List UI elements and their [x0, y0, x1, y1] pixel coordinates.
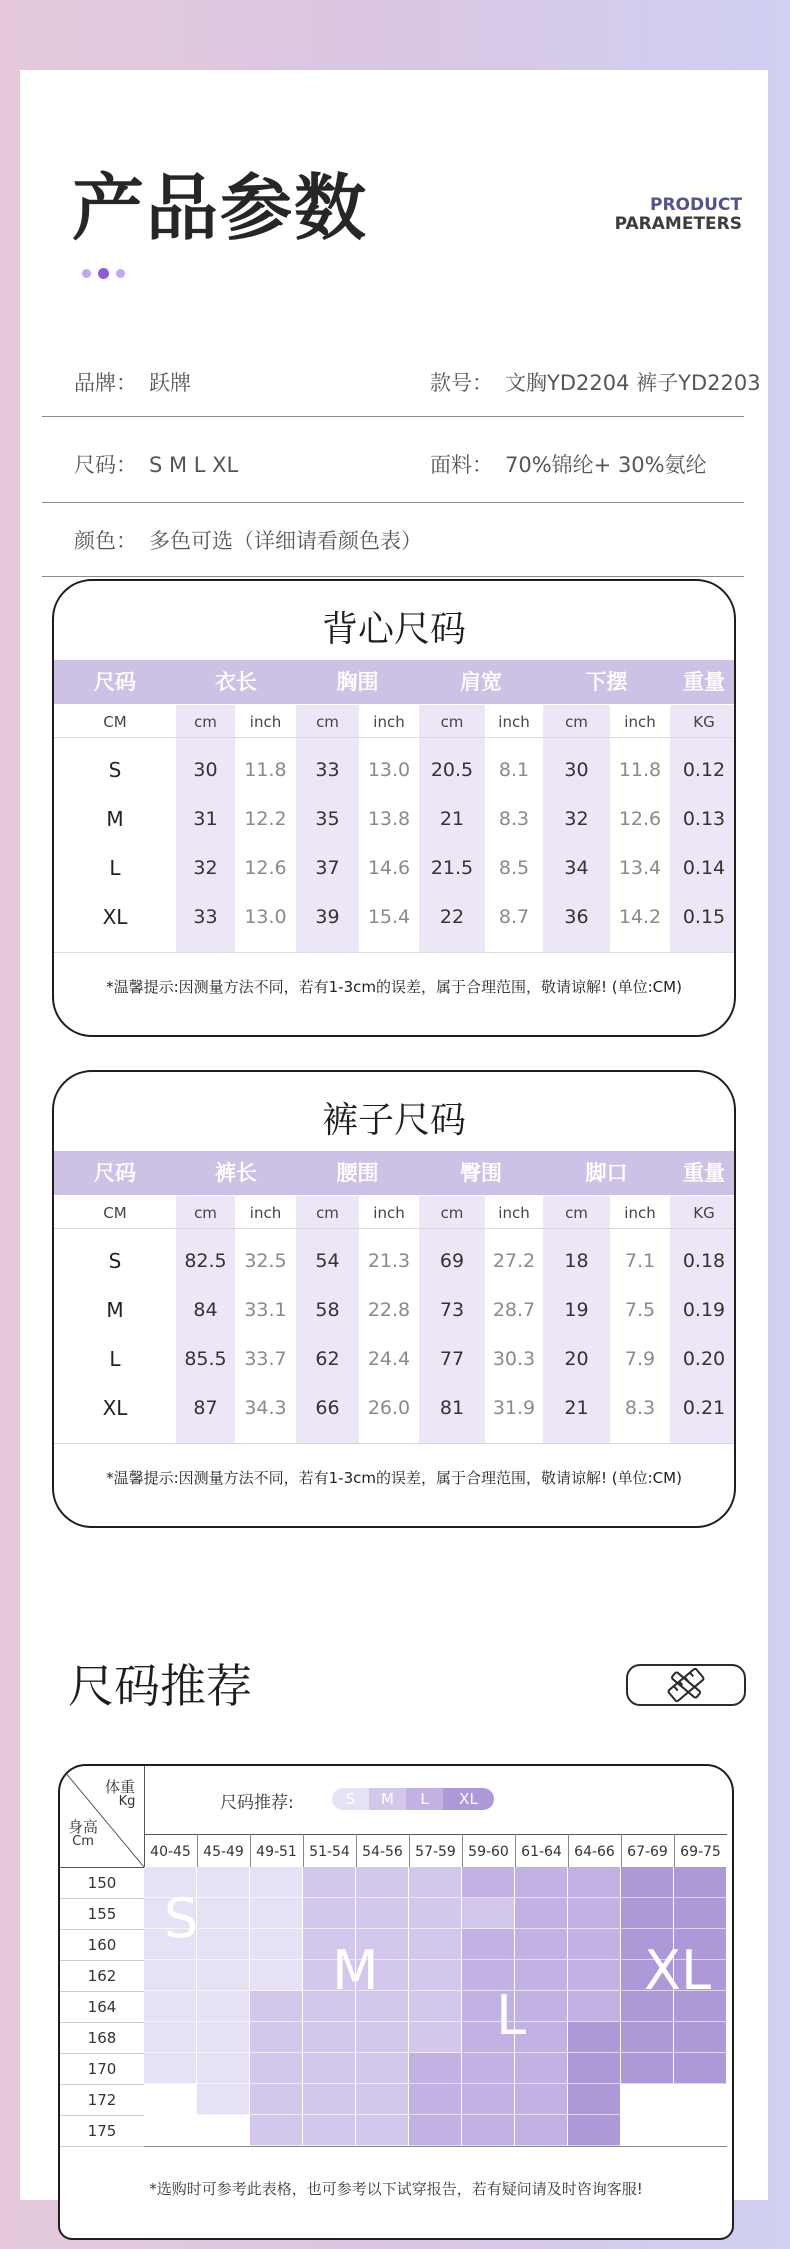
value-cell: 15.4 [367, 906, 411, 928]
grid-line [60, 2146, 727, 2147]
unit-cell: cm [440, 1204, 464, 1222]
grid-cell [197, 1898, 250, 1929]
value-cell: 58 [315, 1299, 340, 1321]
divider [54, 1443, 734, 1444]
weight-cell: 45-49 [203, 1844, 244, 1860]
header-cell: 尺码 [94, 670, 136, 694]
value-cell: 54 [315, 1250, 340, 1272]
size-cell: XL [102, 905, 128, 929]
value-cell: 31 [193, 808, 218, 830]
header-cell: 腰围 [336, 1161, 379, 1185]
pants-size-card [52, 1070, 736, 1528]
grid-cell [621, 2115, 674, 2146]
unit-cell: cm [565, 713, 588, 731]
info-row-color [42, 503, 744, 577]
grid-cell [462, 1929, 515, 1960]
grid-cell [409, 1960, 462, 1991]
grid-cell [462, 2115, 515, 2146]
value-cell: 33 [315, 759, 340, 781]
grid-cell [250, 1929, 303, 1960]
grid-cell [462, 2084, 515, 2115]
grid-line [144, 1834, 727, 1835]
size-cell: S [108, 758, 122, 782]
grid-cell [303, 1867, 356, 1898]
grid-cell [515, 2084, 568, 2115]
grid-cell [515, 1867, 568, 1898]
grid-cell [409, 2053, 462, 2084]
unit-cell: cm [194, 1204, 217, 1222]
legend-xl: XL [443, 1788, 494, 1810]
grid-line [409, 1834, 410, 1867]
grid-cell [621, 2022, 674, 2053]
table-note: *温馨提示:因测量方法不同，若有1-3cm的误差，属于合理范围，敬请谅解! (单位:CM) [106, 1469, 682, 1487]
grid-cell [462, 1898, 515, 1929]
recommend-title: 尺码推荐 [68, 1659, 252, 1713]
grid-cell [515, 2053, 568, 2084]
grid-cell [250, 2115, 303, 2146]
value-cell: 84 [193, 1299, 218, 1321]
grid-cell [303, 1898, 356, 1929]
model-info [430, 367, 761, 397]
value-cell: 21 [439, 808, 465, 830]
unit-cell: inch [373, 713, 405, 731]
dot-icon [98, 268, 109, 279]
grid-cell [144, 2022, 197, 2053]
grid-cell [621, 2084, 674, 2115]
fabric-info [430, 449, 707, 479]
grid-cell [197, 1867, 250, 1898]
grid-line [303, 1834, 304, 1867]
grid-line [515, 1834, 516, 1867]
value-cell: 13.0 [244, 906, 287, 928]
value-cell: 20.5 [430, 759, 474, 781]
unit-cell: inch [498, 713, 530, 731]
header-cell: 重量 [683, 1161, 725, 1185]
table-title: 背心尺码 [321, 609, 466, 650]
height-cell: 155 [87, 1905, 117, 1923]
english-title-line1: PRODUCT [650, 195, 742, 215]
weight-unit: Kg [118, 1794, 136, 1809]
grid-cell [250, 1867, 303, 1898]
weight-cell: 59-60 [468, 1844, 509, 1860]
value-cell: 13.0 [367, 759, 411, 781]
value-cell: 0.21 [682, 1397, 726, 1419]
value-cell: 14.6 [367, 857, 411, 879]
weight-cell: 49-51 [256, 1844, 297, 1860]
grid-line [60, 1960, 144, 1961]
legend-label: 尺码推荐: [220, 1793, 294, 1813]
grid-line [60, 1991, 144, 1992]
grid-cell [621, 1898, 674, 1929]
value-cell: 87 [193, 1397, 218, 1419]
grid-cell [303, 2084, 356, 2115]
value-cell: 0.20 [682, 1348, 726, 1370]
value-cell: 32.5 [244, 1250, 287, 1272]
vest-size-card [52, 579, 736, 1037]
grid-cell [409, 1929, 462, 1960]
value-cell: 33.7 [244, 1348, 287, 1370]
grid-line [356, 1834, 357, 1867]
value-cell: 13.8 [367, 808, 411, 830]
grid-cell [250, 2053, 303, 2084]
grid-cell [197, 2084, 250, 2115]
grid-cell [197, 1991, 250, 2022]
unit-cell: KG [693, 713, 715, 731]
weight-label: 体重 [104, 1778, 135, 1796]
size-cell: L [109, 856, 121, 880]
grid-line [674, 1834, 675, 1867]
grid-line [60, 1898, 144, 1899]
decor-dots [82, 268, 125, 279]
grid-cell [568, 1960, 621, 1991]
value-cell: 0.18 [682, 1250, 726, 1272]
size-cell: M [106, 1298, 124, 1322]
height-cell: 160 [87, 1936, 117, 1954]
grid-cell [568, 1867, 621, 1898]
size-cell: M [106, 807, 124, 831]
size-cell: XL [102, 1396, 128, 1420]
grid-line [60, 2022, 144, 2023]
value-cell: 26.0 [367, 1397, 411, 1419]
info-row-brand [42, 343, 761, 417]
grid-cell [144, 2084, 197, 2115]
value-cell: 62 [315, 1348, 340, 1370]
header-cell: 脚口 [585, 1161, 628, 1185]
color-label: 颜色： [74, 529, 137, 553]
fabric-value: 70%锦纶+ 30%氨纶 [505, 453, 707, 477]
grid-cell [144, 1991, 197, 2022]
value-cell: 11.8 [618, 759, 662, 781]
weight-cell: 57-59 [415, 1844, 456, 1860]
value-cell: 0.13 [682, 808, 726, 830]
size-label: 尺码： [74, 453, 137, 477]
weight-cell: 51-54 [309, 1844, 350, 1860]
divider [54, 952, 734, 953]
unit-cell: inch [249, 1204, 282, 1222]
grid-cell [568, 1898, 621, 1929]
size-m-label: M [332, 1939, 379, 2002]
grid-cell [356, 2084, 409, 2115]
grid-cell [674, 2084, 727, 2115]
value-cell: 14.2 [618, 906, 662, 928]
model-value: 文胸YD2204 裤子YD2203 [505, 371, 761, 395]
value-cell: 35 [315, 808, 340, 830]
size-value: S M L XL [149, 453, 239, 477]
dot-icon [116, 269, 125, 278]
value-cell: 21.3 [367, 1250, 411, 1272]
grid-cell [674, 2053, 727, 2084]
legend-s: S [332, 1788, 369, 1810]
value-cell: 8.3 [624, 1397, 656, 1419]
value-cell: 28.7 [492, 1299, 536, 1321]
table-note: *温馨提示:因测量方法不同，若有1-3cm的误差，属于合理范围，敬请谅解! (单位:CM) [106, 978, 682, 996]
unit-cell: cm [316, 1204, 339, 1222]
grid-cell [621, 2053, 674, 2084]
grid-cell [674, 1898, 727, 1929]
header-cell: 下摆 [585, 670, 628, 694]
height-cell: 162 [87, 1967, 117, 1985]
height-cell: 164 [87, 1998, 117, 2016]
header-cell: 肩宽 [460, 670, 502, 694]
value-cell: 11.8 [244, 759, 287, 781]
grid-cell [409, 1898, 462, 1929]
grid-cell [250, 2022, 303, 2053]
weight-cell: 69-75 [680, 1844, 721, 1860]
grid-cell [197, 2115, 250, 2146]
grid-cell [250, 2084, 303, 2115]
grid-cell [409, 2084, 462, 2115]
grid-cell [409, 1867, 462, 1898]
grid-cell [568, 2022, 621, 2053]
english-title [615, 196, 742, 234]
header-cell: 尺码 [94, 1161, 136, 1185]
grid-line [462, 1834, 463, 1867]
grid-cell [144, 2115, 197, 2146]
grid-cell [515, 1929, 568, 1960]
value-cell: 32 [564, 808, 589, 830]
english-title-line2: PARAMETERS [614, 214, 742, 234]
height-unit: Cm [72, 1834, 94, 1849]
grid-cell [250, 1898, 303, 1929]
height-cell: 170 [87, 2060, 117, 2078]
grid-line [250, 1834, 251, 1867]
grid-cell [515, 1898, 568, 1929]
grid-cell [568, 2115, 621, 2146]
value-cell: 69 [439, 1250, 465, 1272]
grid-line [568, 1834, 569, 1867]
value-cell: 7.5 [624, 1299, 656, 1321]
grid-cell [621, 1867, 674, 1898]
value-cell: 12.2 [244, 808, 287, 830]
value-cell: 20 [564, 1348, 589, 1370]
fabric-label: 面料： [430, 453, 493, 477]
page-title: 产品参数 [72, 166, 369, 250]
grid-line [60, 2084, 144, 2085]
grid-cell [409, 2115, 462, 2146]
value-cell: 30 [564, 759, 589, 781]
unit-cell: cm [194, 713, 217, 731]
value-cell: 19 [564, 1299, 589, 1321]
unit-cell: cm [565, 1204, 588, 1222]
grid-cell [568, 2053, 621, 2084]
weight-cell: 67-69 [627, 1844, 668, 1860]
unit-cell: CM [103, 1204, 127, 1222]
header-cell: 重量 [683, 670, 725, 694]
value-cell: 18 [564, 1250, 589, 1272]
grid-cell [197, 2053, 250, 2084]
value-cell: 0.14 [682, 857, 726, 879]
value-cell: 66 [315, 1397, 340, 1419]
value-cell: 12.6 [618, 808, 662, 830]
weight-cell: 61-64 [521, 1844, 562, 1860]
height-cell: 175 [87, 2122, 117, 2140]
grid-cell [197, 1929, 250, 1960]
value-cell: 0.19 [682, 1299, 726, 1321]
ruler-badge [626, 1664, 746, 1706]
divider [54, 1228, 734, 1229]
height-cell: 168 [87, 2029, 117, 2047]
grid-cell [197, 2022, 250, 2053]
grid-cell [674, 2115, 727, 2146]
recommend-note: *选购时可参考此表格，也可参考以下试穿报告，若有疑问请及时咨询客服! [149, 2180, 643, 2198]
value-cell: 77 [439, 1348, 465, 1370]
grid-cell [303, 2053, 356, 2084]
unit-cell: inch [249, 713, 282, 731]
model-label: 款号： [430, 371, 493, 395]
grid-cell [568, 1991, 621, 2022]
unit-cell: inch [373, 1204, 405, 1222]
grid-cell [356, 2053, 409, 2084]
legend-m: M [369, 1788, 406, 1810]
unit-cell: inch [624, 713, 656, 731]
table-title: 裤子尺码 [321, 1100, 466, 1141]
value-cell: 30.3 [492, 1348, 536, 1370]
value-cell: 22 [439, 906, 465, 928]
value-cell: 82.5 [184, 1250, 227, 1272]
value-cell: 8.7 [498, 906, 530, 928]
grid-cell [568, 2084, 621, 2115]
value-cell: 27.2 [492, 1250, 536, 1272]
value-cell: 21.5 [430, 857, 474, 879]
value-cell: 8.3 [498, 808, 530, 830]
size-info [74, 449, 238, 479]
brand-value: 跃牌 [149, 371, 191, 395]
page [20, 70, 768, 2200]
grid-cell [462, 2053, 515, 2084]
value-cell: 81 [439, 1397, 465, 1419]
value-cell: 12.6 [244, 857, 287, 879]
legend-l: L [406, 1788, 443, 1810]
value-cell: 33.1 [244, 1299, 287, 1321]
value-cell: 13.4 [618, 857, 662, 879]
grid-cell [568, 1929, 621, 1960]
unit-cell: cm [440, 713, 464, 731]
value-cell: 7.9 [624, 1348, 656, 1370]
unit-cell: CM [103, 713, 127, 731]
value-cell: 22.8 [367, 1299, 411, 1321]
unit-cell: cm [316, 713, 339, 731]
height-cell: 150 [87, 1874, 117, 1892]
grid-cell [356, 1898, 409, 1929]
grid-cell [674, 1867, 727, 1898]
size-cell: L [109, 1347, 121, 1371]
color-info [74, 525, 422, 555]
height-label: 身高 [67, 1818, 98, 1836]
info-row-size [42, 417, 744, 503]
brand-label: 品牌： [74, 371, 137, 395]
header-cell: 裤长 [215, 1161, 257, 1185]
recommend-card [58, 1764, 734, 2240]
grid-cell [197, 1960, 250, 1991]
value-cell: 36 [564, 906, 589, 928]
grid-line [60, 2053, 144, 2054]
value-cell: 24.4 [367, 1348, 411, 1370]
size-cell: S [108, 1249, 122, 1273]
value-cell: 8.5 [498, 857, 530, 879]
grid-cell [462, 1867, 515, 1898]
value-cell: 21 [564, 1397, 589, 1419]
grid-cell [144, 2053, 197, 2084]
size-s-label: S [164, 1887, 199, 1950]
weight-cell: 40-45 [150, 1844, 191, 1860]
grid-line [197, 1834, 198, 1867]
value-cell: 8.1 [498, 759, 530, 781]
header-cell: 衣长 [215, 670, 257, 694]
grid-cell [674, 2022, 727, 2053]
color-value: 多色可选（详细请看颜色表） [149, 529, 422, 553]
value-cell: 73 [439, 1299, 465, 1321]
grid-line [621, 1834, 622, 1867]
grid-cell [303, 2115, 356, 2146]
grid-cell [144, 1960, 197, 1991]
unit-cell: inch [624, 1204, 656, 1222]
value-cell: 34.3 [244, 1397, 287, 1419]
weight-cell: 64-66 [574, 1844, 615, 1860]
grid-line [60, 2146, 144, 2147]
value-cell: 7.1 [624, 1250, 656, 1272]
value-cell: 34 [564, 857, 589, 879]
value-cell: 37 [315, 857, 340, 879]
header-cell: 臀围 [460, 1161, 502, 1185]
grid-cell [250, 1960, 303, 1991]
height-cell: 172 [87, 2091, 117, 2109]
value-cell: 85.5 [184, 1348, 227, 1370]
grid-cell [515, 2115, 568, 2146]
ruler-icon [628, 1666, 744, 1704]
divider [54, 737, 734, 738]
grid-cell [409, 2022, 462, 2053]
grid-cell [250, 1991, 303, 2022]
value-cell: 31.9 [492, 1397, 536, 1419]
grid-cell [356, 2022, 409, 2053]
grid-line [60, 1929, 144, 1930]
unit-cell: KG [693, 1204, 715, 1222]
size-xl-label: XL [644, 1939, 712, 2002]
grid-cell [356, 2115, 409, 2146]
header-cell: 胸围 [336, 670, 379, 694]
value-cell: 39 [315, 906, 340, 928]
grid-cell [409, 1991, 462, 2022]
value-cell: 33 [193, 906, 218, 928]
grid-line [60, 2115, 144, 2116]
value-cell: 32 [193, 857, 218, 879]
unit-cell: inch [498, 1204, 530, 1222]
brand-info [74, 367, 191, 397]
value-cell: 0.15 [682, 906, 726, 928]
dot-icon [82, 269, 91, 278]
size-l-label: L [496, 1984, 527, 2047]
grid-cell [303, 2022, 356, 2053]
value-cell: 30 [193, 759, 218, 781]
value-cell: 0.12 [682, 759, 726, 781]
weight-cell: 54-56 [362, 1844, 403, 1860]
grid-cell [356, 1867, 409, 1898]
